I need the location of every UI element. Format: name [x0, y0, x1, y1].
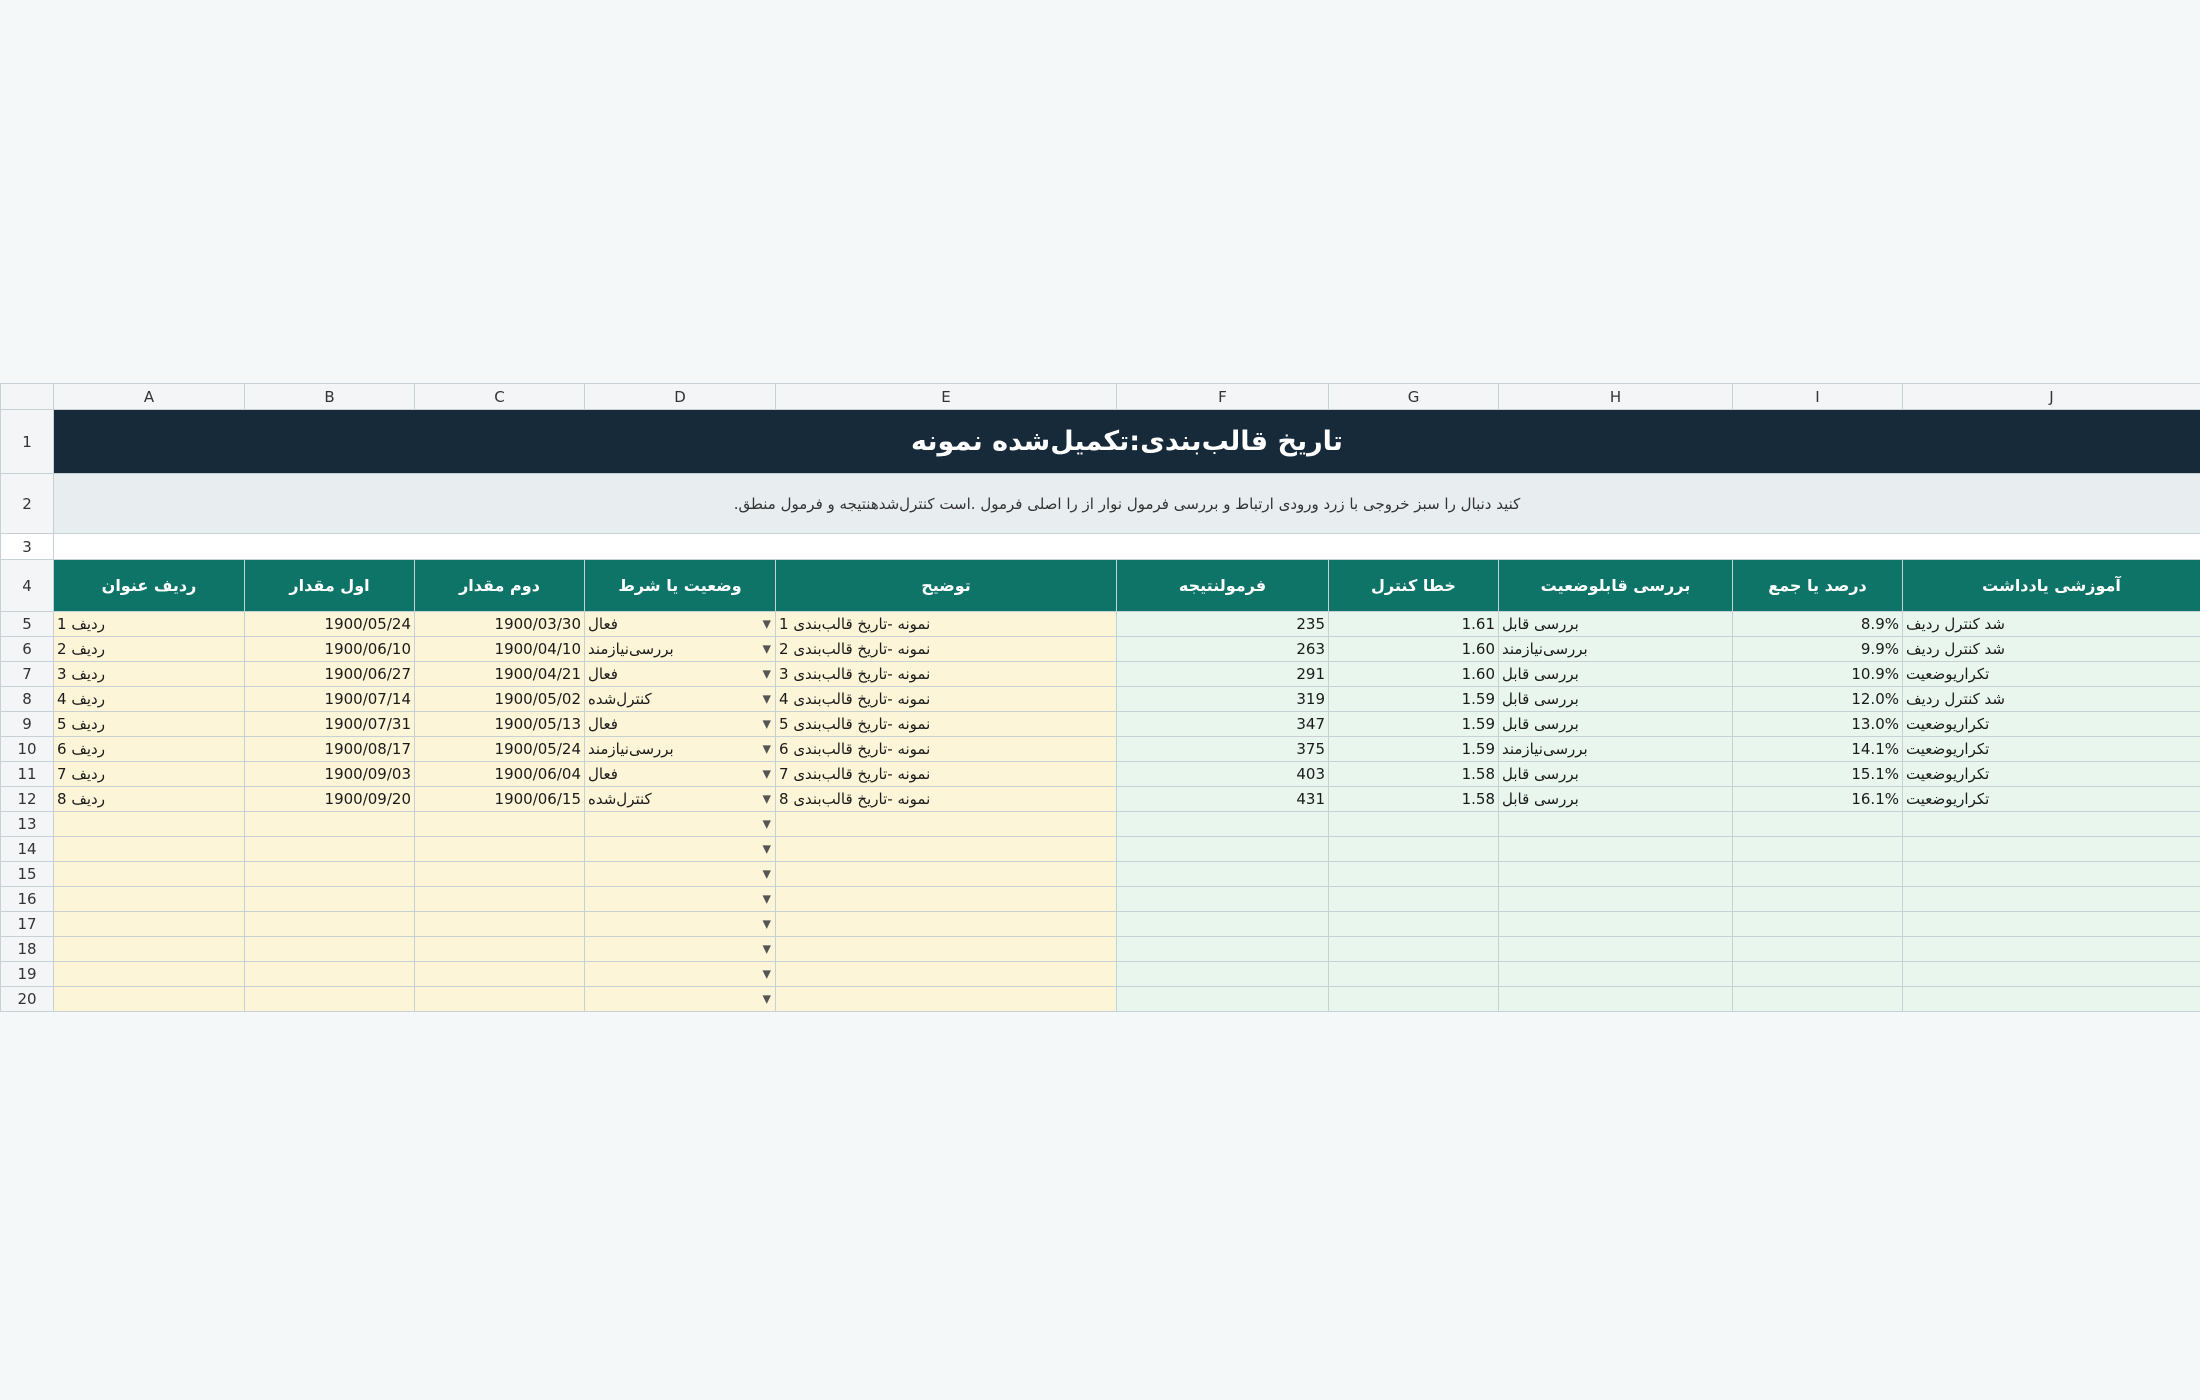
cell-c19[interactable]	[415, 962, 585, 987]
table-header-j[interactable]: آموزشی یادداشت	[1903, 560, 2200, 612]
cell-f19[interactable]	[1117, 962, 1329, 987]
cell-e9[interactable]: 5 نمونه -تاریخ قالب‌بندی	[776, 712, 1117, 737]
cell-h12[interactable]: بررسی قابل	[1499, 787, 1733, 812]
cell-c18[interactable]	[415, 937, 585, 962]
table-row	[1, 937, 2200, 962]
cell-d8[interactable]	[585, 687, 776, 712]
cell-a9[interactable]: 5 ردیف	[54, 712, 245, 737]
cell-j11[interactable]: تکراریوضعیت	[1903, 762, 2200, 787]
cell-d20[interactable]	[585, 987, 776, 1012]
cell-e10[interactable]: 6 نمونه -تاریخ قالب‌بندی	[776, 737, 1117, 762]
column-header-g[interactable]: G	[1329, 384, 1499, 410]
cell-d19[interactable]	[585, 962, 776, 987]
cell-h15[interactable]	[1499, 862, 1733, 887]
cell-g9[interactable]: 1.59	[1329, 712, 1499, 737]
column-header-d[interactable]: D	[585, 384, 776, 410]
cell-h19[interactable]	[1499, 962, 1733, 987]
cell-d16[interactable]	[585, 887, 776, 912]
table-row	[1, 812, 2200, 837]
sheet-title[interactable]: تاریخ قالب‌بندی:تکمیل‌شده نمونه	[54, 410, 2200, 474]
cell-i7[interactable]: 10.9%	[1733, 662, 1903, 687]
dropdown-arrow-icon[interactable]: ▼	[762, 917, 771, 931]
row-header-17[interactable]: 17	[1, 912, 54, 937]
cell-d15[interactable]	[585, 862, 776, 887]
column-header-c[interactable]: C	[415, 384, 585, 410]
cell-d11[interactable]	[585, 762, 776, 787]
dropdown-arrow-icon[interactable]: ▼	[762, 642, 771, 656]
row-header-8[interactable]: 8	[1, 687, 54, 712]
cell-b6[interactable]: 1900/06/10	[245, 637, 415, 662]
row-header-16[interactable]: 16	[1, 887, 54, 912]
column-header-e[interactable]: E	[776, 384, 1117, 410]
cell-j6[interactable]: شد کنترل ردیف	[1903, 637, 2200, 662]
cell-g11[interactable]: 1.58	[1329, 762, 1499, 787]
cell-a6[interactable]: 2 ردیف	[54, 637, 245, 662]
cell-d13[interactable]	[585, 812, 776, 837]
dropdown-arrow-icon[interactable]: ▼	[762, 842, 771, 856]
table-header-e[interactable]: توضیح	[776, 560, 1117, 612]
column-header-h[interactable]: H	[1499, 384, 1733, 410]
dropdown-arrow-icon[interactable]: ▼	[762, 892, 771, 906]
cell-d6[interactable]	[585, 637, 776, 662]
table-row	[1, 662, 2200, 687]
cell-b18[interactable]	[245, 937, 415, 962]
cell-j12[interactable]: تکراریوضعیت	[1903, 787, 2200, 812]
cell-a8[interactable]: 4 ردیف	[54, 687, 245, 712]
cell-a18[interactable]	[54, 937, 245, 962]
cell-h16[interactable]	[1499, 887, 1733, 912]
cell-a14[interactable]	[54, 837, 245, 862]
table-row	[1, 687, 2200, 712]
cell-f12[interactable]: 431	[1117, 787, 1329, 812]
cell-e8[interactable]: 4 نمونه -تاریخ قالب‌بندی	[776, 687, 1117, 712]
cell-g18[interactable]	[1329, 937, 1499, 962]
row-header-4[interactable]: 4	[1, 560, 54, 612]
cell-j15[interactable]	[1903, 862, 2200, 887]
cell-e7[interactable]: 3 نمونه -تاریخ قالب‌بندی	[776, 662, 1117, 687]
cell-a5[interactable]: 1 ردیف	[54, 612, 245, 637]
cell-c17[interactable]	[415, 912, 585, 937]
cell-a12[interactable]: 8 ردیف	[54, 787, 245, 812]
dropdown-arrow-icon[interactable]: ▼	[762, 667, 771, 681]
table-header-i[interactable]: درصد یا جمع	[1733, 560, 1903, 612]
cell-b7[interactable]: 1900/06/27	[245, 662, 415, 687]
table-header-d[interactable]: وضعیت یا شرط	[585, 560, 776, 612]
table-header-b[interactable]: اول مقدار	[245, 560, 415, 612]
table-row	[1, 712, 2200, 737]
cell-d7[interactable]	[585, 662, 776, 687]
table-header-c[interactable]: دوم مقدار	[415, 560, 585, 612]
cell-value: فعال	[588, 615, 618, 633]
cell-c5[interactable]: 1900/03/30	[415, 612, 585, 637]
cell-g7[interactable]: 1.60	[1329, 662, 1499, 687]
cell-j5[interactable]: شد کنترل ردیف	[1903, 612, 2200, 637]
cell-i9[interactable]: 13.0%	[1733, 712, 1903, 737]
row-header-2[interactable]: 2	[1, 474, 54, 534]
cell-c6[interactable]: 1900/04/10	[415, 637, 585, 662]
row-header-7[interactable]: 7	[1, 662, 54, 687]
title-row	[1, 410, 2200, 474]
cell-j20[interactable]	[1903, 987, 2200, 1012]
cell-e12[interactable]: 8 نمونه -تاریخ قالب‌بندی	[776, 787, 1117, 812]
cell-i20[interactable]	[1733, 987, 1903, 1012]
cell-g17[interactable]	[1329, 912, 1499, 937]
cell-j16[interactable]	[1903, 887, 2200, 912]
cell-h7[interactable]: بررسی قابل	[1499, 662, 1733, 687]
cell-d5[interactable]	[585, 612, 776, 637]
cell-value: فعال	[588, 665, 618, 683]
cell-b19[interactable]	[245, 962, 415, 987]
spreadsheet-grid	[0, 383, 2200, 1012]
cell-e17[interactable]	[776, 912, 1117, 937]
cell-f8[interactable]: 319	[1117, 687, 1329, 712]
row-header-20[interactable]: 20	[1, 987, 54, 1012]
cell-d17[interactable]	[585, 912, 776, 937]
cell-h20[interactable]	[1499, 987, 1733, 1012]
cell-g12[interactable]: 1.58	[1329, 787, 1499, 812]
cell-h10[interactable]: بررسی‌نیازمند	[1499, 737, 1733, 762]
cell-f13[interactable]	[1117, 812, 1329, 837]
column-header-f[interactable]: F	[1117, 384, 1329, 410]
cell-e5[interactable]: 1 نمونه -تاریخ قالب‌بندی	[776, 612, 1117, 637]
cell-b10[interactable]: 1900/08/17	[245, 737, 415, 762]
cell-h6[interactable]: بررسی‌نیازمند	[1499, 637, 1733, 662]
cell-c14[interactable]	[415, 837, 585, 862]
cell-g19[interactable]	[1329, 962, 1499, 987]
dropdown-arrow-icon[interactable]: ▼	[762, 817, 771, 831]
row-header-5[interactable]: 5	[1, 612, 54, 637]
cell-f10[interactable]: 375	[1117, 737, 1329, 762]
cell-e18[interactable]	[776, 937, 1117, 962]
cell-b9[interactable]: 1900/07/31	[245, 712, 415, 737]
cell-j7[interactable]: تکراریوضعیت	[1903, 662, 2200, 687]
column-header-row	[1, 384, 2200, 410]
cell-h17[interactable]	[1499, 912, 1733, 937]
cell-f5[interactable]: 235	[1117, 612, 1329, 637]
dropdown-arrow-icon[interactable]: ▼	[762, 967, 771, 981]
cell-b12[interactable]: 1900/09/20	[245, 787, 415, 812]
cell-j8[interactable]: شد کنترل ردیف	[1903, 687, 2200, 712]
dropdown-arrow-icon[interactable]: ▼	[762, 717, 771, 731]
cell-g13[interactable]	[1329, 812, 1499, 837]
dropdown-arrow-icon[interactable]: ▼	[762, 692, 771, 706]
table-header-a[interactable]: ردیف عنوان	[54, 560, 245, 612]
dropdown-arrow-icon[interactable]: ▼	[762, 767, 771, 781]
cell-e11[interactable]: 7 نمونه -تاریخ قالب‌بندی	[776, 762, 1117, 787]
cell-j17[interactable]	[1903, 912, 2200, 937]
cell-a7[interactable]: 3 ردیف	[54, 662, 245, 687]
cell-e19[interactable]	[776, 962, 1117, 987]
cell-f18[interactable]	[1117, 937, 1329, 962]
cell-g10[interactable]: 1.59	[1329, 737, 1499, 762]
row-header-9[interactable]: 9	[1, 712, 54, 737]
table-row	[1, 837, 2200, 862]
row-header-6[interactable]: 6	[1, 637, 54, 662]
cell-c16[interactable]	[415, 887, 585, 912]
dropdown-arrow-icon[interactable]: ▼	[762, 792, 771, 806]
table-header-row	[1, 560, 2200, 612]
cell-f11[interactable]: 403	[1117, 762, 1329, 787]
dropdown-arrow-icon[interactable]: ▼	[762, 617, 771, 631]
table-row	[1, 637, 2200, 662]
cell-e6[interactable]: 2 نمونه -تاریخ قالب‌بندی	[776, 637, 1117, 662]
cell-d14[interactable]	[585, 837, 776, 862]
cell-h14[interactable]	[1499, 837, 1733, 862]
cell-a10[interactable]: 6 ردیف	[54, 737, 245, 762]
row-header-18[interactable]: 18	[1, 937, 54, 962]
cell-i10[interactable]: 14.1%	[1733, 737, 1903, 762]
dropdown-arrow-icon[interactable]: ▼	[762, 942, 771, 956]
table-row	[1, 962, 2200, 987]
table-row	[1, 787, 2200, 812]
cell-j14[interactable]	[1903, 837, 2200, 862]
row-header-10[interactable]: 10	[1, 737, 54, 762]
cell-e16[interactable]	[776, 887, 1117, 912]
cell-c15[interactable]	[415, 862, 585, 887]
blank-row	[1, 534, 2200, 560]
table-row	[1, 862, 2200, 887]
cell-i14[interactable]	[1733, 837, 1903, 862]
cell-g16[interactable]	[1329, 887, 1499, 912]
cell-g14[interactable]	[1329, 837, 1499, 862]
cell-f14[interactable]	[1117, 837, 1329, 862]
cell-c13[interactable]	[415, 812, 585, 837]
table-row	[1, 737, 2200, 762]
select-all-corner[interactable]	[1, 384, 54, 410]
cell-a16[interactable]	[54, 887, 245, 912]
cell-i16[interactable]	[1733, 887, 1903, 912]
cell-i5[interactable]: 8.9%	[1733, 612, 1903, 637]
cell-b20[interactable]	[245, 987, 415, 1012]
cell-value: کنترل‌شده	[588, 690, 652, 708]
column-header-j[interactable]: J	[1903, 384, 2200, 410]
cell-f20[interactable]	[1117, 987, 1329, 1012]
cell-i19[interactable]	[1733, 962, 1903, 987]
cell-b17[interactable]	[245, 912, 415, 937]
cell-i13[interactable]	[1733, 812, 1903, 837]
cell-f6[interactable]: 263	[1117, 637, 1329, 662]
cell-value: بررسی‌نیازمند	[588, 740, 674, 758]
table-header-f[interactable]: فرمولنتیجه	[1117, 560, 1329, 612]
cell-h8[interactable]: بررسی قابل	[1499, 687, 1733, 712]
cell-value: فعال	[588, 715, 618, 733]
sheet-description[interactable]: .کنید دنبال را سبز خروجی با زرد ورودی ارتباط و بررسی فرمول نوار از را اصلی فرمول .است کنترل‌شدهنتیجه و فرمول منطق	[54, 474, 2200, 534]
cell-b16[interactable]	[245, 887, 415, 912]
cell-h11[interactable]: بررسی قابل	[1499, 762, 1733, 787]
cell-j10[interactable]: تکراریوضعیت	[1903, 737, 2200, 762]
cell-i15[interactable]	[1733, 862, 1903, 887]
cell-b14[interactable]	[245, 837, 415, 862]
cell-f9[interactable]: 347	[1117, 712, 1329, 737]
cell-g15[interactable]	[1329, 862, 1499, 887]
cell-i8[interactable]: 12.0%	[1733, 687, 1903, 712]
cell-h18[interactable]	[1499, 937, 1733, 962]
row-header-1[interactable]: 1	[1, 410, 54, 474]
cell-a20[interactable]	[54, 987, 245, 1012]
column-header-b[interactable]: B	[245, 384, 415, 410]
blank-cell[interactable]	[54, 534, 2200, 560]
cell-b11[interactable]: 1900/09/03	[245, 762, 415, 787]
cell-d9[interactable]	[585, 712, 776, 737]
cell-b5[interactable]: 1900/05/24	[245, 612, 415, 637]
cell-c20[interactable]	[415, 987, 585, 1012]
table-row	[1, 987, 2200, 1012]
cell-e14[interactable]	[776, 837, 1117, 862]
cell-e15[interactable]	[776, 862, 1117, 887]
cell-c12[interactable]: 1900/06/15	[415, 787, 585, 812]
row-header-19[interactable]: 19	[1, 962, 54, 987]
table-row	[1, 912, 2200, 937]
cell-d12[interactable]	[585, 787, 776, 812]
column-header-a[interactable]: A	[54, 384, 245, 410]
cell-j13[interactable]	[1903, 812, 2200, 837]
cell-c11[interactable]: 1900/06/04	[415, 762, 585, 787]
cell-c10[interactable]: 1900/05/24	[415, 737, 585, 762]
cell-i17[interactable]	[1733, 912, 1903, 937]
dropdown-arrow-icon[interactable]: ▼	[762, 742, 771, 756]
dropdown-arrow-icon[interactable]: ▼	[762, 992, 771, 1006]
row-header-11[interactable]: 11	[1, 762, 54, 787]
cell-e20[interactable]	[776, 987, 1117, 1012]
cell-d18[interactable]	[585, 937, 776, 962]
table-row	[1, 612, 2200, 637]
cell-value: فعال	[588, 765, 618, 783]
cell-i11[interactable]: 15.1%	[1733, 762, 1903, 787]
cell-a13[interactable]	[54, 812, 245, 837]
table-row	[1, 887, 2200, 912]
column-header-i[interactable]: I	[1733, 384, 1903, 410]
cell-j9[interactable]: تکراریوضعیت	[1903, 712, 2200, 737]
cell-h5[interactable]: بررسی قابل	[1499, 612, 1733, 637]
cell-b13[interactable]	[245, 812, 415, 837]
cell-a15[interactable]	[54, 862, 245, 887]
dropdown-arrow-icon[interactable]: ▼	[762, 867, 771, 881]
cell-g8[interactable]: 1.59	[1329, 687, 1499, 712]
cell-d10[interactable]	[585, 737, 776, 762]
cell-f7[interactable]: 291	[1117, 662, 1329, 687]
cell-j19[interactable]	[1903, 962, 2200, 987]
cell-a11[interactable]: 7 ردیف	[54, 762, 245, 787]
cell-i12[interactable]: 16.1%	[1733, 787, 1903, 812]
table-header-g[interactable]: خطا کنترل	[1329, 560, 1499, 612]
cell-a19[interactable]	[54, 962, 245, 987]
cell-value: بررسی‌نیازمند	[588, 640, 674, 658]
cell-f17[interactable]	[1117, 912, 1329, 937]
cell-c9[interactable]: 1900/05/13	[415, 712, 585, 737]
cell-e13[interactable]	[776, 812, 1117, 837]
row-header-3[interactable]: 3	[1, 534, 54, 560]
cell-c7[interactable]: 1900/04/21	[415, 662, 585, 687]
cell-h9[interactable]: بررسی قابل	[1499, 712, 1733, 737]
cell-h13[interactable]	[1499, 812, 1733, 837]
cell-b8[interactable]: 1900/07/14	[245, 687, 415, 712]
cell-g20[interactable]	[1329, 987, 1499, 1012]
cell-j18[interactable]	[1903, 937, 2200, 962]
row-header-12[interactable]: 12	[1, 787, 54, 812]
table-header-h[interactable]: بررسی قابلوضعیت	[1499, 560, 1733, 612]
table-row	[1, 762, 2200, 787]
cell-g6[interactable]: 1.60	[1329, 637, 1499, 662]
cell-a17[interactable]	[54, 912, 245, 937]
row-header-14[interactable]: 14	[1, 837, 54, 862]
cell-c8[interactable]: 1900/05/02	[415, 687, 585, 712]
cell-g5[interactable]: 1.61	[1329, 612, 1499, 637]
cell-i18[interactable]	[1733, 937, 1903, 962]
cell-i6[interactable]: 9.9%	[1733, 637, 1903, 662]
cell-value: کنترل‌شده	[588, 790, 652, 808]
cell-f15[interactable]	[1117, 862, 1329, 887]
row-header-15[interactable]: 15	[1, 862, 54, 887]
description-row	[1, 474, 2200, 534]
row-header-13[interactable]: 13	[1, 812, 54, 837]
cell-f16[interactable]	[1117, 887, 1329, 912]
cell-b15[interactable]	[245, 862, 415, 887]
